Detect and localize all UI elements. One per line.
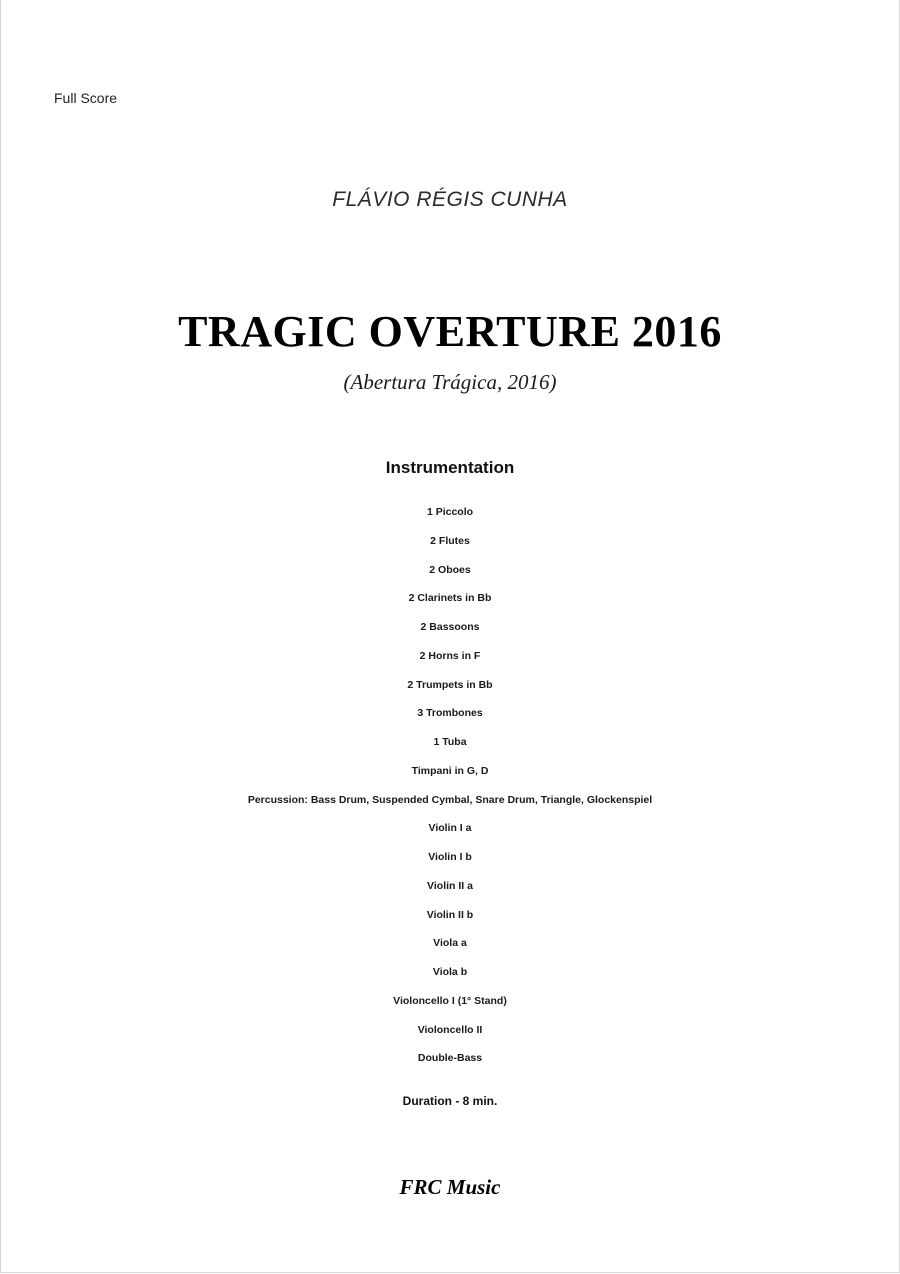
instrument-item: Violoncello II — [417, 1023, 483, 1036]
page-subtitle: (Abertura Trágica, 2016) — [343, 370, 557, 394]
page-title: TRAGIC OVERTURE 2016 — [178, 307, 722, 356]
instrument-item: 2 Horns in F — [419, 649, 481, 662]
instrument-item: Timpani in G, D — [411, 764, 489, 777]
instrument-item: 2 Trumpets in Bb — [407, 678, 493, 691]
instrumentation-heading: Instrumentation — [385, 458, 515, 477]
instrumentation-list — [0, 503, 900, 1078]
instrument-item: 2 Oboes — [429, 563, 471, 576]
instrument-item: Violin II b — [426, 908, 474, 921]
instrument-item: 1 Piccolo — [426, 506, 474, 518]
instrument-item: Viola b — [432, 966, 468, 978]
instrument-item: Violin I a — [428, 822, 472, 835]
duration-note: Duration - 8 min. — [402, 1094, 498, 1108]
instrument-item: 3 Trombones — [417, 707, 483, 720]
instrument-item: 2 Bassoons — [420, 621, 480, 633]
instrument-item: 1 Tuba — [433, 736, 467, 748]
composer-name: FLÁVIO RÉGIS CUNHA — [332, 188, 568, 211]
instrument-item: Viola a — [433, 937, 467, 950]
instrument-item: Percussion: Bass Drum, Suspended Cymbal, Snare Drum, Triangle, Glockenspiel — [247, 793, 653, 806]
instrument-item: Double-Bass — [417, 1052, 483, 1065]
score-type-label: Full Score — [54, 90, 118, 106]
instrument-item: Violin I b — [428, 851, 472, 863]
instrument-item: Violoncello I (1° Stand) — [393, 994, 507, 1007]
publisher-name: FRC Music — [399, 1175, 501, 1199]
instrument-item: 2 Clarinets in Bb — [408, 592, 492, 605]
instrument-item: 2 Flutes — [430, 534, 470, 547]
instrument-item: Violin II a — [427, 879, 473, 892]
